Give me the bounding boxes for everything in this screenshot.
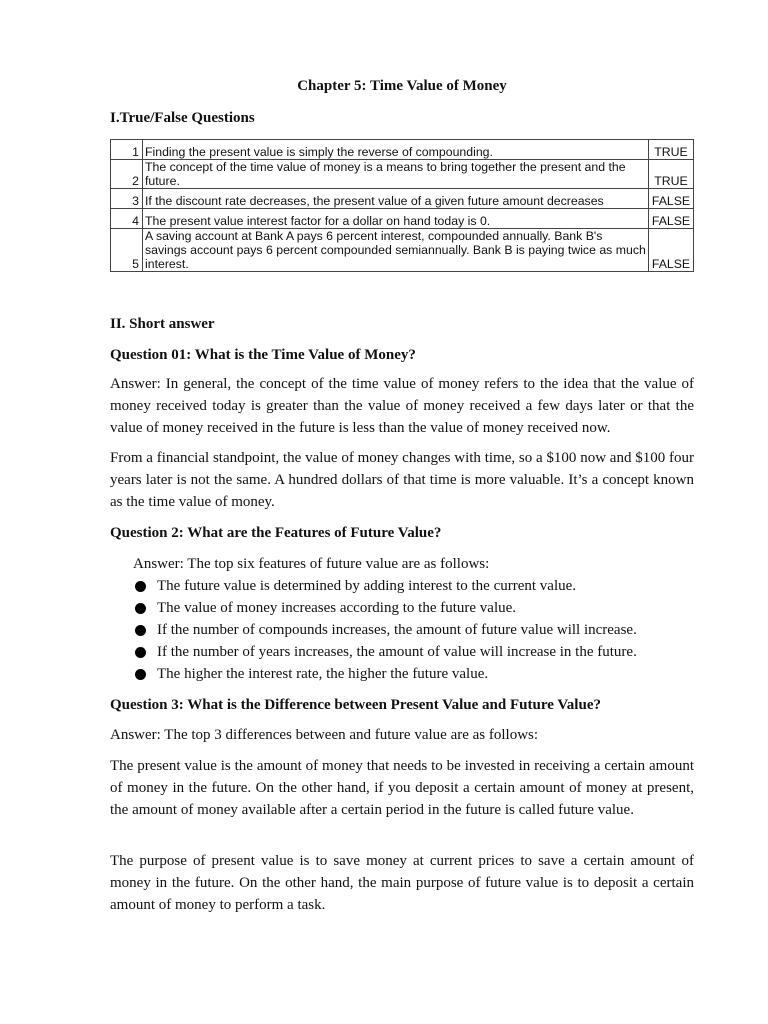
list-item-text: The future value is determined by adding interest to the current value. <box>157 578 577 594</box>
list-item <box>132 619 692 641</box>
question-1-answer-paragraph: Answer: In general, the concept of the time value of money refers to the idea that the value of money received today is greater than the value of money received a few days later or that the value of money received in the future is less than the value of money received now. <box>110 376 694 436</box>
short-answer-heading: II. Short answer <box>110 316 215 332</box>
row-answer: FALSE <box>649 229 694 272</box>
table-row <box>111 189 694 209</box>
row-answer: TRUE <box>649 140 694 160</box>
list-item-text: If the number of compounds increases, the amount of future value will increase. <box>157 622 637 638</box>
row-number: 2 <box>111 160 143 189</box>
bullet-icon <box>135 603 146 614</box>
list-item-text: The higher the interest rate, the higher the future value. <box>157 666 489 682</box>
chapter-title: Chapter 5: Time Value of Money <box>297 78 507 94</box>
bullet-icon <box>135 647 146 658</box>
question-3-heading: Question 3: What is the Difference between Present Value and Future Value? <box>110 697 601 713</box>
row-statement: If the discount rate decreases, the present value of a given future amount decreases <box>143 189 649 209</box>
bullet-icon <box>135 625 146 636</box>
table-row <box>111 229 694 272</box>
list-item <box>132 663 692 685</box>
table-row <box>111 209 694 229</box>
features-list <box>132 575 692 685</box>
question-2-answer <box>132 553 692 685</box>
question-3-answer-paragraph-1: The present value is the amount of money that needs to be invested in receiving a certain amount of money in the future. On the other hand, if you deposit a certain amount of money at present, the amount of money available after a certain period in the future is called future value. <box>110 758 694 818</box>
row-number: 3 <box>111 189 143 209</box>
list-item-text: The value of money increases according to the future value. <box>157 600 517 616</box>
row-answer: FALSE <box>649 189 694 209</box>
question-1-heading: Question 01: What is the Time Value of Money? <box>110 347 416 363</box>
question-2-heading: Question 2: What are the Features of Future Value? <box>110 525 442 541</box>
row-statement: A saving account at Bank A pays 6 percent interest, compounded annually. Bank B's savings account pays 6 percent compounded semiannually. Bank B is paying twice as much interest. <box>143 229 649 272</box>
list-item <box>132 641 692 663</box>
list-item <box>132 575 692 597</box>
row-statement: Finding the present value is simply the reverse of compounding. <box>143 140 649 160</box>
question-3-answer-lead: Answer: The top 3 differences between and future value are as follows: <box>110 727 539 743</box>
row-statement: The present value interest factor for a dollar on hand today is 0. <box>143 209 649 229</box>
table-row <box>111 140 694 160</box>
table-row <box>111 160 694 189</box>
list-item-text: If the number of years increases, the amount of value will increase in the future. <box>157 644 637 660</box>
row-answer: FALSE <box>649 209 694 229</box>
row-number: 1 <box>111 140 143 160</box>
question-1-followup-paragraph: From a financial standpoint, the value of money changes with time, so a $100 now and $100 four years later is not the same. A hundred dollars of that time is more valuable. It’s a concept known as the time value of money. <box>110 450 694 510</box>
true-false-heading: I.True/False Questions <box>110 110 255 126</box>
question-2-answer-lead: Answer: The top six features of future value are as follows: <box>133 556 490 572</box>
bullet-icon <box>135 581 146 592</box>
row-number: 4 <box>111 209 143 229</box>
row-answer: TRUE <box>649 160 694 189</box>
question-3-answer-paragraph-2: The purpose of present value is to save money at current prices to save a certain amount of money in the future. On the other hand, the main purpose of future value is to deposit a certain amount of money to perform a task. <box>110 853 694 913</box>
row-statement: The concept of the time value of money is a means to bring together the present and the future. <box>143 160 649 189</box>
list-item <box>132 597 692 619</box>
true-false-table <box>110 139 694 272</box>
row-number: 5 <box>111 229 143 272</box>
bullet-icon <box>135 669 146 680</box>
